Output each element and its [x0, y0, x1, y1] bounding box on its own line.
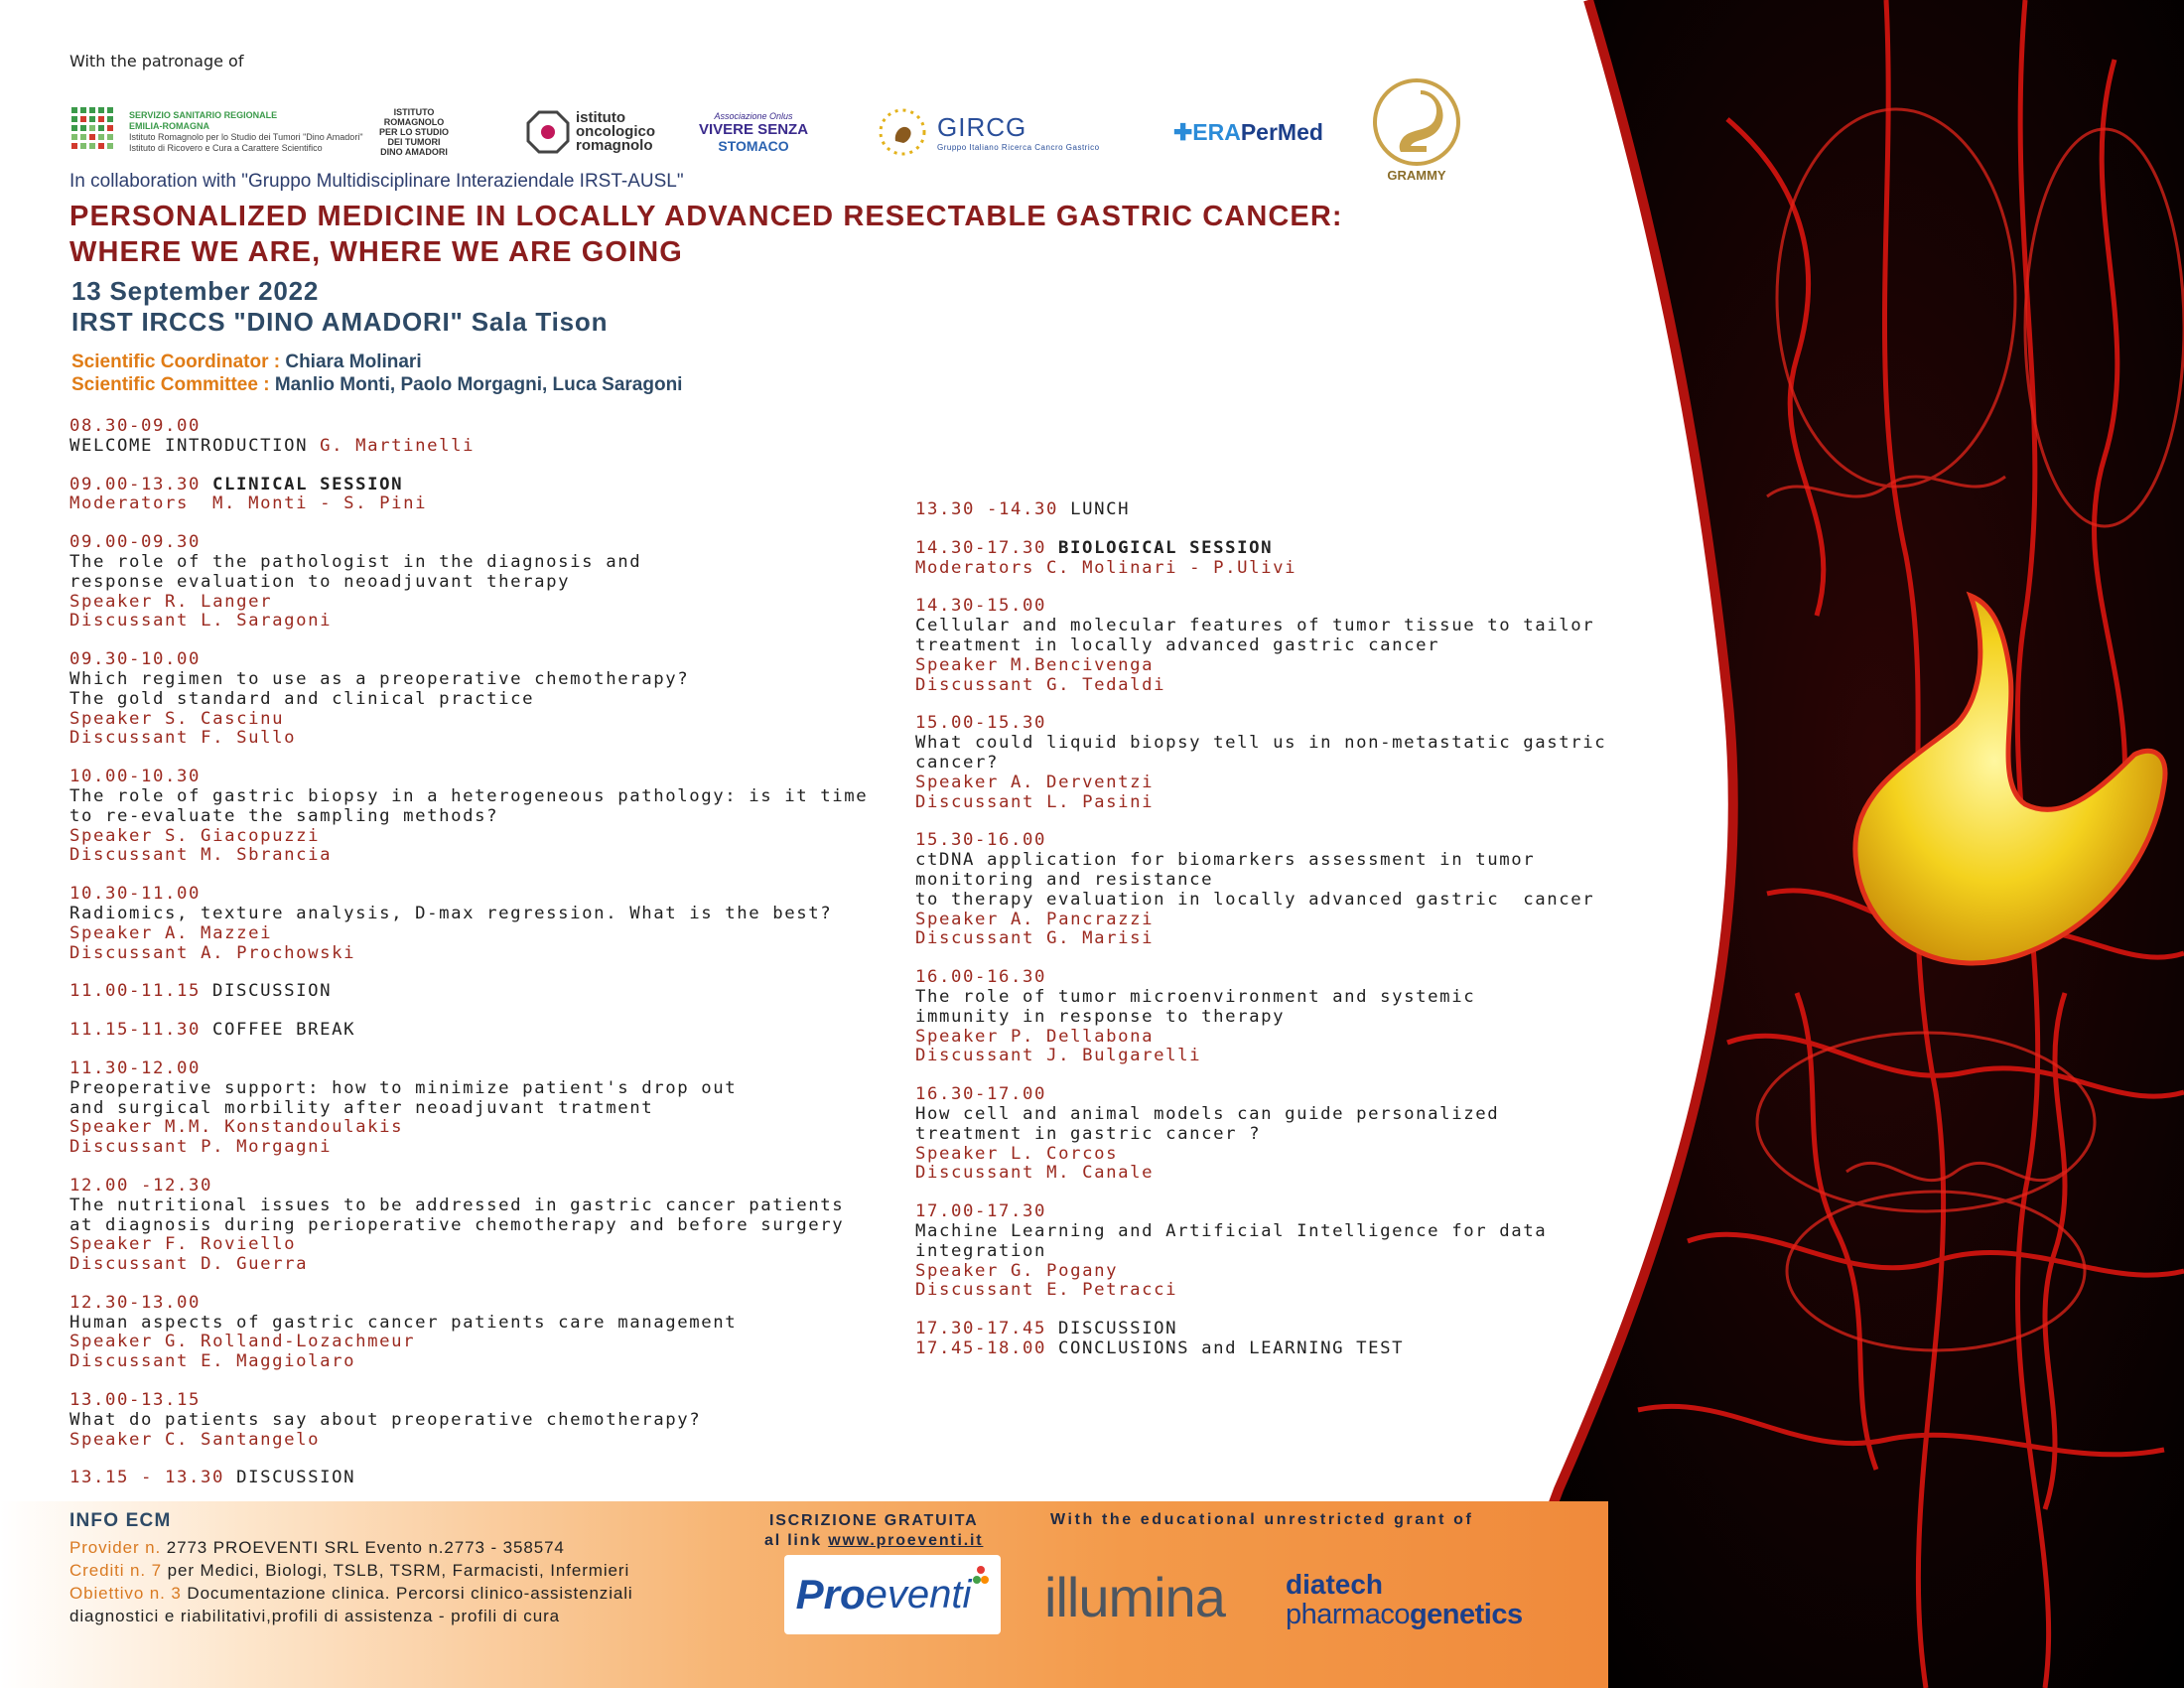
discussant-label: Discussant [915, 1163, 1035, 1184]
program-time: 17.30-17.45 [915, 1319, 1047, 1339]
program-time-row [69, 885, 923, 905]
event-date: 13 September 2022 [71, 276, 320, 306]
speaker-label: Speaker [69, 1332, 154, 1352]
speaker-label: Speaker [69, 922, 154, 943]
vivere-top: Associazione Onlus [714, 110, 793, 121]
coordinator-name: Chiara Molinari [280, 352, 422, 372]
discussant-name: J. Bulgarelli [1046, 1046, 1202, 1066]
credits-label: Crediti n. 7 [69, 1561, 163, 1580]
gircg-sub: Gruppo Italiano Ricerca Cancro Gastrico [937, 143, 1100, 152]
speaker-name: C. Santangelo [165, 1429, 321, 1450]
grammy-name: GRAMMY [1387, 168, 1446, 183]
talk-title-line: response evaluation to neoadjuvant therapy [69, 571, 571, 592]
moderators-row [915, 559, 1630, 579]
program-time-row [69, 1391, 923, 1411]
discussant-name: D. Guerra [201, 1254, 309, 1275]
irst-logo [379, 87, 478, 177]
speaker-name: R. Langer [165, 591, 273, 612]
discussant-row [915, 929, 1630, 949]
speaker-row [69, 593, 923, 613]
speaker-row [69, 1235, 923, 1255]
discussant-name: L. Pasini [1046, 791, 1155, 812]
speaker-label: Speaker [69, 1117, 154, 1138]
talk-title-line: Preoperative support: how to minimize patient's drop out [69, 1077, 738, 1098]
speaker-row [915, 656, 1630, 676]
objective-text: Documentazione clinica. Percorsi clinico-assistenziali [181, 1584, 633, 1603]
provider-row [69, 1536, 633, 1559]
program-time: 10.00-10.30 [69, 767, 202, 787]
program-time: 17.45-18.00 [915, 1337, 1047, 1358]
discussant-label: Discussant [915, 1280, 1035, 1301]
program-item [915, 597, 1630, 695]
program-item [915, 1085, 1630, 1184]
program-time: 14.30-15.00 [915, 596, 1047, 617]
committee-row [71, 373, 682, 396]
program-time-row [915, 597, 1630, 617]
speaker-name: S. Cascinu [165, 708, 285, 729]
objective-label: Obiettivo n. 3 [69, 1584, 182, 1603]
discussant-label: Discussant [915, 1046, 1035, 1066]
speaker-label: Speaker [69, 1429, 154, 1450]
objective-row [69, 1582, 633, 1605]
discussant-label: Discussant [915, 674, 1035, 695]
title-line2: WHERE WE ARE, WHERE WE ARE GOING [69, 236, 683, 268]
speaker-name: A. Derventzi [1011, 772, 1155, 792]
talk-title-line: monitoring and resistance [915, 869, 1214, 890]
session-title: BIOLOGICAL SESSION [1046, 537, 1274, 558]
program-time-row [915, 500, 1630, 520]
program-item [69, 1294, 923, 1372]
event-date-venue [71, 276, 608, 338]
program-time: 13.15 - 13.30 [69, 1468, 225, 1488]
erapermed-logo [1173, 87, 1352, 177]
discussant-name: M. Sbrancia [201, 845, 333, 866]
discussant-name: G. Marisi [1046, 928, 1155, 949]
speaker-name: M.Bencivenga [1011, 654, 1155, 675]
program-time: 15.30-16.00 [915, 830, 1047, 851]
irst-line4: DEI TUMORI [387, 137, 441, 147]
speaker-name: G. Rolland-Lozachmeur [165, 1332, 416, 1352]
discussant-name: L. Saragoni [201, 611, 333, 632]
program-item [915, 831, 1630, 949]
grammy-stomach-icon [1371, 76, 1462, 168]
program-time-row [69, 1469, 923, 1488]
talk-title-line: ctDNA application for biomarkers assessment in tumor [915, 850, 1536, 871]
program-time-row [69, 1177, 923, 1196]
discussant-label: Discussant [69, 1254, 190, 1275]
ior-line1: istituto [576, 109, 625, 126]
moderators-row [69, 494, 923, 514]
talk-title-line: The role of tumor microenvironment and systemic [915, 986, 1476, 1007]
gircg-name: GIRCG [937, 112, 1027, 142]
discussant-label: Discussant [69, 611, 190, 632]
discussant-label: Discussant [69, 1351, 190, 1372]
program-item [69, 885, 923, 963]
discussant-name: E. Maggiolaro [201, 1351, 356, 1372]
speaker-row [69, 1431, 923, 1451]
gircg-emblem-icon [876, 105, 929, 159]
proeventi-logo [784, 1555, 1001, 1634]
ior-line2: oncologico [576, 123, 655, 140]
info-ecm-title: INFO ECM [69, 1510, 172, 1531]
program-item [69, 1021, 923, 1041]
discussant-row [915, 793, 1630, 813]
vivere-line2: STOMACO [718, 137, 789, 154]
info-ecm [69, 1509, 633, 1627]
program-item [915, 1320, 1630, 1339]
vivere-senza-stomaco-logo [699, 87, 838, 177]
program-item [915, 968, 1630, 1066]
program-item [69, 982, 923, 1002]
moderators-label: Moderators [69, 493, 202, 514]
program-item [69, 1391, 923, 1450]
ior-logo [526, 87, 665, 177]
program-time: 15.00-15.30 [915, 713, 1047, 734]
ssr-line4: Istituto di Ricovero e Cura a Carattere Scientifico [129, 143, 323, 153]
erapermed-era: ERA [1192, 118, 1241, 145]
program-item [915, 1202, 1630, 1301]
speaker-label: Speaker [915, 1026, 1000, 1047]
diatech-genetics: genetics [1409, 1599, 1523, 1630]
speaker-name: M.M. Konstandoulakis [165, 1117, 404, 1138]
speaker-label: Speaker [915, 772, 1000, 792]
irst-line1: ISTITUTO [393, 107, 435, 117]
program-item [69, 1469, 923, 1488]
program-item [69, 768, 923, 866]
program-time: 09.00-13.30 [69, 474, 202, 494]
ssr-line3: Istituto Romagnolo per lo Studio dei Tumori "Dino Amadori" [129, 132, 363, 142]
talk-title-line: Radiomics, texture analysis, D-max regression. What is the best? [69, 903, 833, 923]
talk-title-line: Which regimen to use as a preoperative chemotherapy? [69, 668, 690, 689]
program-time: 12.30-13.00 [69, 1292, 202, 1313]
talk-title-line: The nutritional issues to be addressed in gastric cancer patients [69, 1195, 845, 1215]
speaker-label: Speaker [915, 1260, 1000, 1281]
registration [764, 1511, 983, 1551]
program-time: 09.00-09.30 [69, 532, 202, 553]
erapermed-plus-icon: ✚ [1173, 118, 1193, 145]
ssr-line1: SERVIZIO SANITARIO REGIONALE [129, 110, 278, 120]
ssr-line2: EMILIA-ROMAGNA [129, 121, 209, 131]
discussant-label: Discussant [69, 728, 190, 749]
program-item [915, 714, 1630, 812]
title-line1: PERSONALIZED MEDICINE IN LOCALLY ADVANCED RESECTABLE GASTRIC CANCER: [69, 201, 1343, 232]
program-inline-label: DISCUSSION [1046, 1319, 1178, 1339]
program-time: 16.30-17.00 [915, 1084, 1047, 1105]
talk-title-line: What do patients say about preoperative chemotherapy? [69, 1409, 702, 1430]
talk-title-line [69, 437, 923, 457]
speaker-row [69, 710, 923, 730]
talk-title-line: What could liquid biopsy tell us in non-metastatic gastric [915, 733, 1607, 754]
program-time: 17.00-17.30 [915, 1201, 1047, 1222]
program-time: 16.00-16.30 [915, 967, 1047, 988]
irst-line2: ROMAGNOLO [383, 117, 445, 127]
collaboration-note: In collaboration with "Gruppo Multidisciplinare Interaziendale IRST-AUSL" [69, 171, 684, 192]
irst-line3: PER LO STUDIO [379, 127, 450, 137]
erapermed-permed: PerMed [1240, 118, 1323, 145]
program-time-row [915, 1339, 1630, 1359]
program-afternoon [915, 500, 1630, 1378]
program-inline-label: DISCUSSION [224, 1468, 356, 1488]
talk-title-line: integration [915, 1240, 1047, 1261]
program-time-row [915, 1320, 1630, 1339]
program-time: 13.30 -14.30 [915, 499, 1059, 519]
program-time-row [69, 417, 923, 437]
speaker-name: F. Roviello [165, 1234, 297, 1255]
page-title [69, 199, 1499, 270]
program-time-row [69, 1059, 923, 1079]
grant-label: With the educational unrestricted grant of [1050, 1511, 1474, 1528]
program-morning [69, 417, 923, 1507]
registration-prefix: al link [764, 1532, 829, 1549]
discussant-row [915, 1164, 1630, 1184]
program-item [915, 500, 1630, 520]
discussant-row [69, 1255, 923, 1275]
program-time: 13.00-13.15 [69, 1390, 202, 1411]
speaker-row [915, 911, 1630, 930]
provider-label: Provider n. [69, 1538, 162, 1557]
speaker-row [915, 1145, 1630, 1165]
talk-title-line: at diagnosis during perioperative chemotherapy and before surgery [69, 1214, 845, 1235]
proeventi-dots-icon [973, 1565, 989, 1595]
discussant-row [915, 1281, 1630, 1301]
speaker-name: S. Giacopuzzi [165, 825, 321, 846]
patronage-label: With the patronage of [69, 52, 244, 70]
event-venue: IRST IRCCS "DINO AMADORI" Sala Tison [71, 307, 609, 337]
speaker-name: A. Pancrazzi [1011, 909, 1155, 929]
discussant-row [69, 1352, 923, 1372]
session-title: CLINICAL SESSION [201, 474, 404, 494]
discussant-name: M. Canale [1046, 1163, 1155, 1184]
program-item [69, 1177, 923, 1275]
program-time-row [915, 714, 1630, 734]
provider-text: 2773 PROEVENTI SRL Evento n.2773 - 358574 [161, 1538, 565, 1557]
program-time: 14.30-17.30 [915, 537, 1047, 558]
discussant-label: Discussant [915, 791, 1035, 812]
program-time-row [69, 1021, 923, 1041]
committee [71, 351, 682, 396]
program-time-row [915, 968, 1630, 988]
speaker-name: L. Corcos [1011, 1143, 1119, 1164]
program-time: 11.30-12.00 [69, 1057, 202, 1078]
program-item [69, 476, 923, 515]
talk-title-line: cancer? [915, 752, 1000, 773]
speaker-row [69, 1118, 923, 1138]
diatech-pharmaco: pharmaco [1286, 1599, 1410, 1630]
registration-link-row [764, 1531, 983, 1551]
discussant-name: G. Tedaldi [1046, 674, 1166, 695]
talk-title-line: treatment in gastric cancer ? [915, 1123, 1262, 1144]
program-inline-label: CONCLUSIONS and LEARNING TEST [1046, 1337, 1405, 1358]
speaker-row [69, 827, 923, 847]
discussant-name: E. Petracci [1046, 1280, 1178, 1301]
talk-title-line: How cell and animal models can guide personalized [915, 1103, 1500, 1124]
gircg-logo [876, 87, 1104, 177]
program-time: 11.00-11.15 [69, 981, 202, 1002]
speaker-row [915, 1028, 1630, 1048]
ssr-dots-icon [71, 107, 121, 157]
program-item [69, 650, 923, 749]
program-time: 12.00 -12.30 [69, 1175, 213, 1196]
discussant-label: Discussant [69, 845, 190, 866]
talk-title-line: The role of the pathologist in the diagnosis and [69, 551, 642, 572]
program-time: 08.30-09.00 [69, 416, 202, 436]
talk-title-line: Human aspects of gastric cancer patients care management [69, 1312, 738, 1333]
talk-title-line: to therapy evaluation in locally advanced gastric cancer [915, 889, 1595, 910]
program-inline-label: DISCUSSION [201, 981, 333, 1002]
vivere-line1: VIVERE SENZA [699, 120, 809, 138]
moderators-names: C. Molinari - P.Ulivi [1034, 557, 1297, 578]
proeventi-eventi: eventi [865, 1572, 972, 1617]
discussant-label: Discussant [69, 1137, 190, 1158]
program-inline-label: LUNCH [1058, 499, 1131, 519]
moderators-label: Moderators [915, 557, 1035, 578]
program-time-row [69, 533, 923, 553]
moderators-names: M. Monti - S. Pini [201, 493, 428, 514]
speaker-row [915, 1262, 1630, 1282]
ior-line3: romagnolo [576, 137, 653, 154]
discussant-row [69, 846, 923, 866]
ior-octagon-icon [526, 110, 570, 154]
program-time-row [915, 831, 1630, 851]
talk-title-line: Machine Learning and Artificial Intelligence for data [915, 1220, 1548, 1241]
program-item [69, 1059, 923, 1158]
program-time-row [915, 1085, 1630, 1105]
speaker-label: Speaker [69, 591, 154, 612]
coordinator-label: Scientific Coordinator : [71, 352, 281, 372]
program-time: 09.30-10.00 [69, 649, 202, 670]
discussant-row [69, 612, 923, 632]
program-time-row [69, 1294, 923, 1314]
talk-title-line: to re-evaluate the sampling methods? [69, 805, 499, 826]
discussant-row [69, 944, 923, 964]
discussant-label: Discussant [915, 928, 1035, 949]
program-item [915, 539, 1630, 579]
proeventi-pro: Pro [795, 1571, 866, 1618]
discussant-row [915, 1047, 1630, 1066]
talk-title-line: immunity in response to therapy [915, 1006, 1286, 1027]
program-time-row [915, 1202, 1630, 1222]
speaker-label: Speaker [915, 654, 1000, 675]
speaker-row [915, 774, 1630, 793]
committee-label: Scientific Committee : [71, 374, 270, 395]
talk-title-line: and surgical morbility after neoadjuvant tratment [69, 1097, 654, 1118]
discussant-name: A. Prochowski [201, 942, 356, 963]
speaker-label: Speaker [69, 1234, 154, 1255]
speaker-label: Speaker [915, 1143, 1000, 1164]
welcome-speaker: G. Martinelli [308, 435, 476, 456]
talk-title-text: WELCOME INTRODUCTION [69, 435, 309, 456]
program-time-row [69, 476, 923, 495]
grammy-logo [1367, 66, 1466, 183]
coordinator-row [71, 351, 682, 373]
discussant-name: F. Sullo [201, 728, 297, 749]
speaker-name: G. Pogany [1011, 1260, 1119, 1281]
program-item [69, 417, 923, 457]
program-time-row [69, 768, 923, 787]
speaker-label: Speaker [915, 909, 1000, 929]
program-inline-label: COFFEE BREAK [201, 1020, 356, 1041]
ssr-emilia-romagna-logo [71, 87, 369, 177]
committee-names: Manlio Monti, Paolo Morgagni, Luca Saragoni [269, 374, 683, 395]
program-time-row [69, 650, 923, 670]
program-time: 11.15-11.30 [69, 1020, 202, 1041]
program-time: 10.30-11.00 [69, 884, 202, 905]
diatech-logo [1286, 1571, 1523, 1630]
registration-title: ISCRIZIONE GRATUITA [768, 1512, 979, 1529]
speaker-name: A. Mazzei [165, 922, 273, 943]
speaker-row [69, 1333, 923, 1352]
program-time-row [915, 539, 1630, 559]
illumina-logo: illumina [1044, 1566, 1225, 1628]
program-item [69, 533, 923, 632]
program-item [915, 1339, 1630, 1359]
speaker-name: P. Dellabona [1011, 1026, 1155, 1047]
discussant-name: P. Morgagni [201, 1137, 333, 1158]
talk-title-line: treatment in locally advanced gastric cancer [915, 634, 1440, 655]
speaker-label: Speaker [69, 708, 154, 729]
objective-text-2: diagnostici e riabilitativi,profili di assistenza - profili di cura [69, 1607, 560, 1625]
discussant-row [915, 676, 1630, 696]
discussant-row [69, 1138, 923, 1158]
speaker-label: Speaker [69, 825, 154, 846]
program-time-row [69, 982, 923, 1002]
registration-link[interactable]: www.proeventi.it [828, 1532, 984, 1549]
talk-title-line: Cellular and molecular features of tumor tissue to tailor [915, 616, 1595, 636]
irst-line5: DINO AMADORI [380, 147, 448, 157]
diatech-name: diatech [1286, 1569, 1384, 1600]
credits-text: per Medici, Biologi, TSLB, TSRM, Farmacisti, Infermieri [162, 1561, 630, 1580]
discussant-label: Discussant [69, 942, 190, 963]
talk-title-line: The role of gastric biopsy in a heterogeneous pathology: is it time [69, 785, 869, 806]
talk-title-line: The gold standard and clinical practice [69, 688, 535, 709]
credits-row [69, 1559, 633, 1582]
speaker-row [69, 924, 923, 944]
discussant-row [69, 729, 923, 749]
